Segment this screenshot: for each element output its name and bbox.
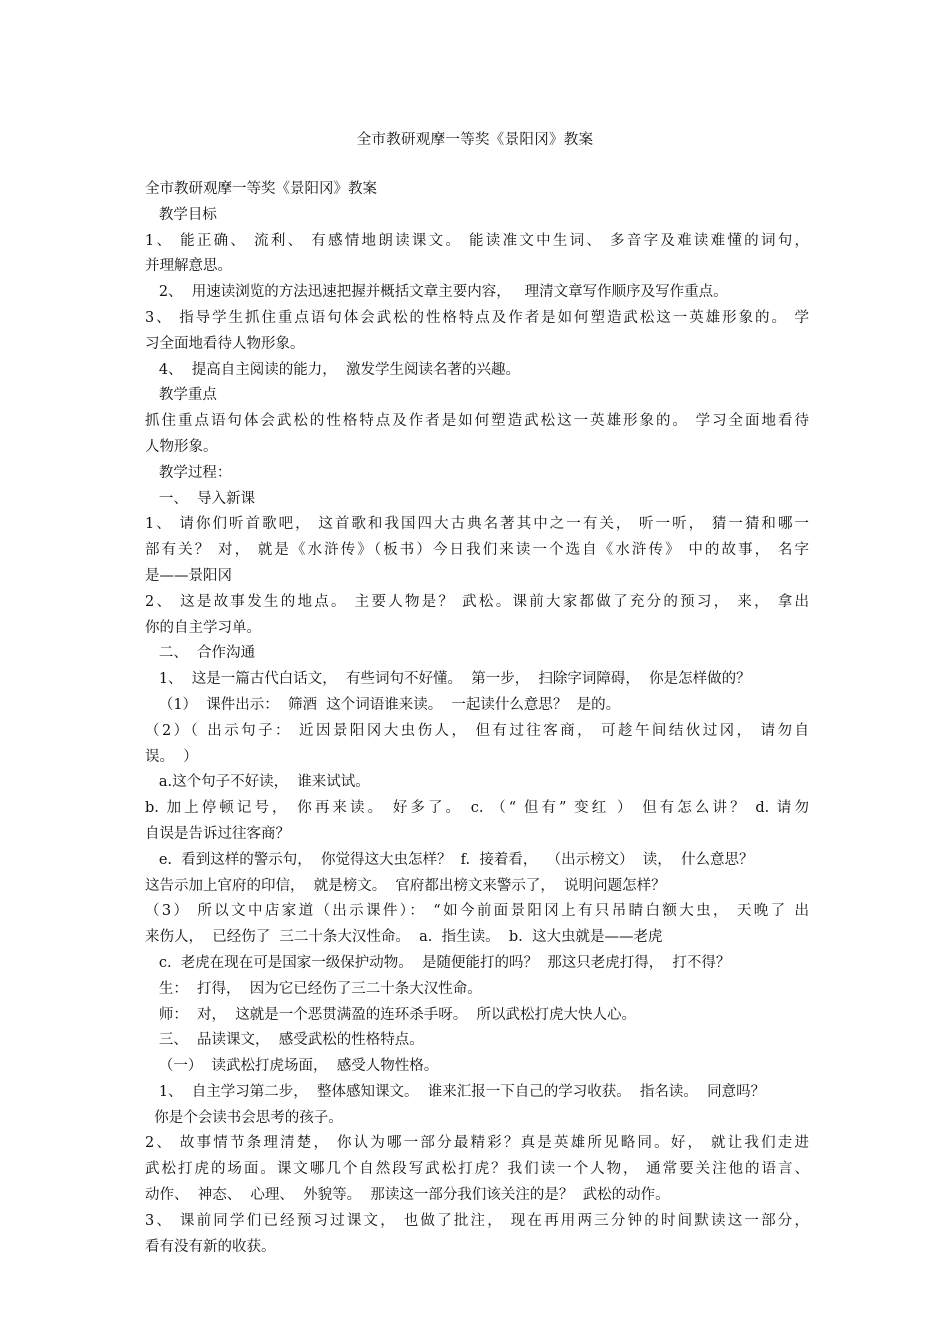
text-line: 2、 这是故事发生的地点。 主要人物是？ 武松。课前大家都做了充分的预习， 来， 拿出 (145, 593, 809, 610)
text-line: 习全面地看待人物形象。 (145, 335, 305, 352)
text-line: 1、 这是一篇古代白话文， 有些词句不好懂。 第一步， 扫除字词障碍， 你是怎样做的？ (145, 671, 751, 688)
text-line: （一） 读武松打虎场面， 感受人物性格。 (145, 1058, 439, 1075)
text-line: 武松打虎的场面。课文哪几个自然段写武松打虎？我们读一个人物， 通常要关注他的语言、 (145, 1161, 809, 1178)
text-line: 2、 故事情节条理清楚， 你认为哪一部分最精彩？真是英雄所见略同。好， 就让我们走进 (145, 1135, 809, 1152)
text-line: 一、 导入新课 (145, 490, 256, 507)
text-line: 二、 合作沟通 (145, 645, 256, 662)
text-line: 动作、 神态、 心理、 外貌等。 那读这一部分我们该关注的是？ 武松的动作。 (145, 1187, 670, 1204)
text-line: 1、 自主学习第二步， 整体感知课文。 谁来汇报一下自己的学习收获。 指名读。 同意吗？ (145, 1083, 766, 1100)
text-line: b. 加上停顿记号， 你再来读。 好多了。 c. （“ 但有” 变红 ） 但有怎么讲？ d. 请勿 (145, 800, 809, 817)
text-line: 生： 打得， 因为它已经伤了三二十条大汉性命。 (145, 980, 482, 997)
text-line: 三、 品读课文， 感受武松的性格特点。 (145, 1032, 424, 1049)
text-line: 误。 ） (145, 748, 198, 765)
text-line: 2、 用速读浏览的方法迅速把握并概括文章主要内容， 理清文章写作顺序及写作重点。 (145, 284, 728, 301)
text-line: 4、 提高自主阅读的能力， 激发学生阅读名著的兴趣。 (145, 361, 520, 378)
text-line: 这告示加上官府的印信， 就是榜文。 官府都出榜文来警示了， 说明问题怎样？ (145, 877, 666, 894)
text-line: （2）（ 出示句子： 近因景阳冈大虫伤人， 但有过往客商， 可趁午间结伙过冈， 请勿自 (145, 722, 809, 739)
text-line: 你是个会读书会思考的孩子。 (145, 1109, 343, 1126)
text-line: 你的自主学习单。 (145, 619, 261, 636)
text-line: 来伤人， 已经伤了 三二十条大汉性命。 a. 指生读。 b. 这大虫就是——老虎 (145, 929, 663, 946)
text-line: 自误是告诉过往客商？ (145, 825, 290, 842)
text-line: 1、 请你们听首歌吧， 这首歌和我国四大古典名著其中之一有关， 听一听， 猜一猜和哪一 (145, 516, 809, 533)
text-line: 全市教研观摩一等奖《景阳冈》教案 (145, 181, 377, 197)
text-line: 师： 对， 这就是一个恶贯满盈的连环杀手呀。 所以武松打虎大快人心。 (145, 1006, 636, 1023)
text-line: 看有没有新的收获。 (145, 1238, 276, 1255)
text-line: c. 老虎在现在可是国家一级保护动物。 是随便能打的吗？ 那这只老虎打得， 打不得？ (145, 954, 731, 971)
text-line: 是——景阳冈 (145, 567, 232, 584)
text-line: 人物形象。 (145, 438, 218, 455)
page-title: 全市教研观摩一等奖《景阳冈》教案 (356, 132, 594, 148)
text-line: a.这个句子不好读， 谁来试试。 (145, 774, 370, 791)
text-line: e. 看到这样的警示句， 你觉得这大虫怎样？ f. 接着看， （出示榜文） 读， 什么意思？ (145, 851, 754, 868)
text-line: 部有关？ 对， 就是《水浒传》（板书）今日我们来读一个选自《水浒传》 中的故事， 名字 (145, 542, 809, 559)
text-line: 并理解意思。 (145, 258, 232, 275)
text-line: 抓住重点语句体会武松的性格特点及作者是如何塑造武松这一英雄形象的。 学习全面地看待 (145, 413, 809, 430)
text-line: （3） 所以文中店家道（出示课件）： “如今前面景阳冈上有只吊睛白额大虫， 天晚了 出 (145, 903, 809, 920)
text-line: 3、 课前同学们已经预习过课文， 也做了批注， 现在再用两三分钟的时间默读这一部分， (145, 1212, 809, 1229)
text-line: 教学过程： (145, 464, 232, 481)
text-line: 3、 指导学生抓住重点语句体会武松的性格特点及作者是如何塑造武松这一英雄形象的。 学 (145, 309, 809, 326)
document-body (145, 177, 809, 1260)
text-line: 教学目标 (145, 206, 217, 223)
text-line: 教学重点 (145, 387, 217, 404)
text-line: 1、 能正确、 流利、 有感情地朗读课文。 能读准文中生词、 多音字及难读难懂的词句， (145, 232, 809, 249)
text-line: （1） 课件出示： 筛酒 这个词语谁来读。 一起读什么意思？ 是的。 (145, 696, 621, 713)
